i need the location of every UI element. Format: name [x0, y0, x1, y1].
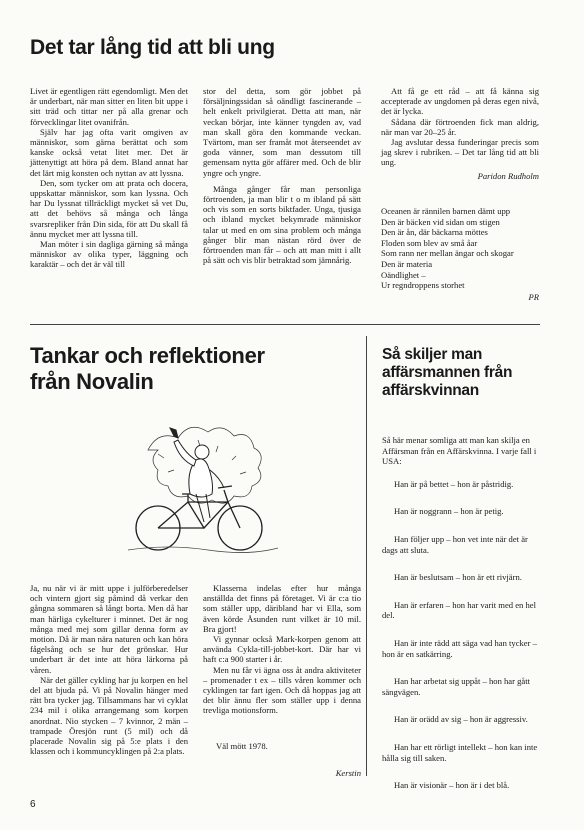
article-title-novalin [30, 343, 330, 395]
article2-signature: Kerstin [335, 768, 361, 778]
title-line: från Novalin [30, 369, 154, 394]
article3-intro: Så här menar somliga att man kan skilja en Affärsman från en Affärskvinna. I varje fall i USA: [382, 435, 537, 467]
paragraph: När det gäller cykling har ju korpen en hel del att bjuda på. Vi på Novalin hänger med rätt bra tycker jag. Tillsammans har vi cyklat 234 mil i olika arrangemang som korpen anordnat. Nio stycken – 7 kvinnor, 2 män – trampade Öresjön runt (5 mil) och då placerade Novalin sig på 5:e plats i den klassen och i kommuncyklingen på 2:a plats. [30, 674, 188, 757]
poem-line: Den är bäcken vid sidan om stigen [381, 216, 500, 227]
paragraph: Man möter i sin dagliga gärning så många människor av olika typer, läggning och karaktär – och det är väl till [30, 239, 188, 270]
article-title-business: Så skiljer man affärsmannen från affärskvinnan [382, 346, 513, 399]
paragraph: Men nu får vi ägna oss åt andra aktiviteter – promenader t ex – tills våren kommer och cyklingen tar fart igen. Och då hoppas jag att det blir ännu fler som ställer upp i denna trevliga motionsform. [203, 664, 361, 716]
paragraph: Själv har jag ofta varit omgiven av människor, som gärna berättat och som kanske också vetat litet mer. Det är jättenyttigt att höra på dem. Bland annat har det lärt mig konsten och nyttan av att lyssna. [30, 126, 188, 178]
paragraph: Sådana där förtroenden fick man aldrig, när man var 20–25 år. [381, 116, 539, 137]
statement: Han är beslutsam – hon är ett rivjärn. [394, 572, 522, 583]
article1-column-1 [30, 86, 188, 270]
paragraph: Jag avslutar dessa funderingar precis som jag skrev i rubriken. – Det tar lång tid att bli ung. [381, 137, 539, 168]
poem-line: Oändlighet – [381, 269, 426, 280]
poem-signature: PR [528, 291, 539, 302]
cyclist-illustration [118, 410, 288, 570]
poem-line: Som rann ner mellan ängar och skogar [381, 248, 514, 259]
poem [381, 206, 539, 302]
statement: Han är på bettet – hon är påstridig. [394, 478, 514, 489]
statement: Han är noggrann – hon är petig. [394, 506, 504, 517]
poem-line: Den är materia [381, 258, 433, 269]
article1-column-2 [203, 86, 361, 265]
paragraph: stor del detta, som gör jobbet på försäljningssidan så oändligt fascinerande – helt enkelt privilgierat. Detta att man, när veckan börjar, inte känner tyngden av, vad man skall göra den kommande veckan. Tvärtom, man ser framåt mot återseendet av goda vänner, som man dessutom till gemensam nytta gör affärer med. Och de blir yngre och yngre. [203, 86, 361, 178]
paragraph: Att få ge ett råd – att få känna sig accepterade av ungdomen på deras egen nivå, det är lycka. [381, 86, 539, 117]
statement: Han är orädd av sig – hon är aggressiv. [394, 714, 528, 725]
statement: Han har ett rörligt intellekt – hon kan inte hålla sig till saken. [382, 741, 538, 763]
paragraph: Den, som tycker om att prata och docera, uppskattar människor, som kan lyssna. Och har Du lyssnat tillräckligt mycket så vet Du, att det behövs så många och långa svarsrepliker från Din sida, för att Du skall få ännu mycket mer att lyssna till. [30, 177, 188, 239]
article2-closing: Väl mött 1978. [216, 741, 268, 751]
paragraph: Vi gynnar också Mark-korpen genom att använda Cykla-till-jobbet-kort. Där har vi haft c:a 900 starter i år. [203, 634, 361, 665]
article-title-long-time-young: Det tar lång tid att bli ung [30, 36, 275, 59]
title-line: Tankar och reflektioner [30, 343, 265, 368]
column-divider [366, 336, 367, 776]
article3-body [382, 435, 540, 791]
paragraph: Ja, nu när vi är mitt uppe i julförberedelser och vintern gjort sig påmind då verkar den gångna sommaren så långt borta. Men då har man härliga cykelturer i minnet. Det är nog många med mej som gillar denna form av motion. Då är man nära naturen och kan höra fågelsång och se hur det grönskar. Hur underbart är det inte att höra lärkorna på våren. [30, 583, 188, 675]
paragraph: Klasserna indelas efter hur många anställda det finns på företaget. Vi är c:a tio som ställer upp, däribland har vi Ella, som även körde Åsunden runt vilket är 10 mil. Bra gjort! [203, 583, 361, 634]
article2-column-1 [30, 583, 188, 756]
section-divider [30, 324, 540, 325]
page-number: 6 [30, 799, 36, 810]
statement: Han är erfaren – hon har varit med en hel del. [382, 599, 536, 621]
paragraph: Livet är egentligen rätt egendomligt. Men det är underbart, när man sitter en liten bit uppe i sitt träd och tittar ner på alla grenar och förvecklingar litet ovanifrån. [30, 86, 188, 127]
poem-line: Ur regndroppens storhet [381, 280, 465, 291]
statement: Han har arbetat sig uppåt – hon har gått sängvägen. [382, 676, 531, 697]
statement: Han är inte rädd att säga vad han tycker – hon är en satkärring. [382, 637, 537, 659]
poem-line: Den är ån, där bäckarna möttes [381, 227, 488, 238]
poem-line: Oceanen är rännilen barnen dämt upp [381, 206, 511, 216]
article2-column-2 [203, 583, 361, 716]
poem-line: Floden som blev av små åar [381, 237, 478, 248]
paragraph: Många gånger får man personliga förtroenden, ja man blir t o m ibland på sätt och vis som en sorts biktfader. Unga, tjusiga och ibland mycket bekymrade människor talar ut med en om sina problem och många gånger blir man nästan rörd över de förtroenden man får – och att man mitt i allt på sätt och vis blir betraktad som jämnårig. [203, 183, 361, 266]
statement: Han följer upp – hon vet inte när det är dags att sluta. [382, 533, 528, 555]
article1-signature: Paridon Rudholm [477, 170, 539, 181]
statement: Han är visionär – hon är i det blå. [394, 780, 510, 791]
article1-column-3 [381, 86, 539, 181]
